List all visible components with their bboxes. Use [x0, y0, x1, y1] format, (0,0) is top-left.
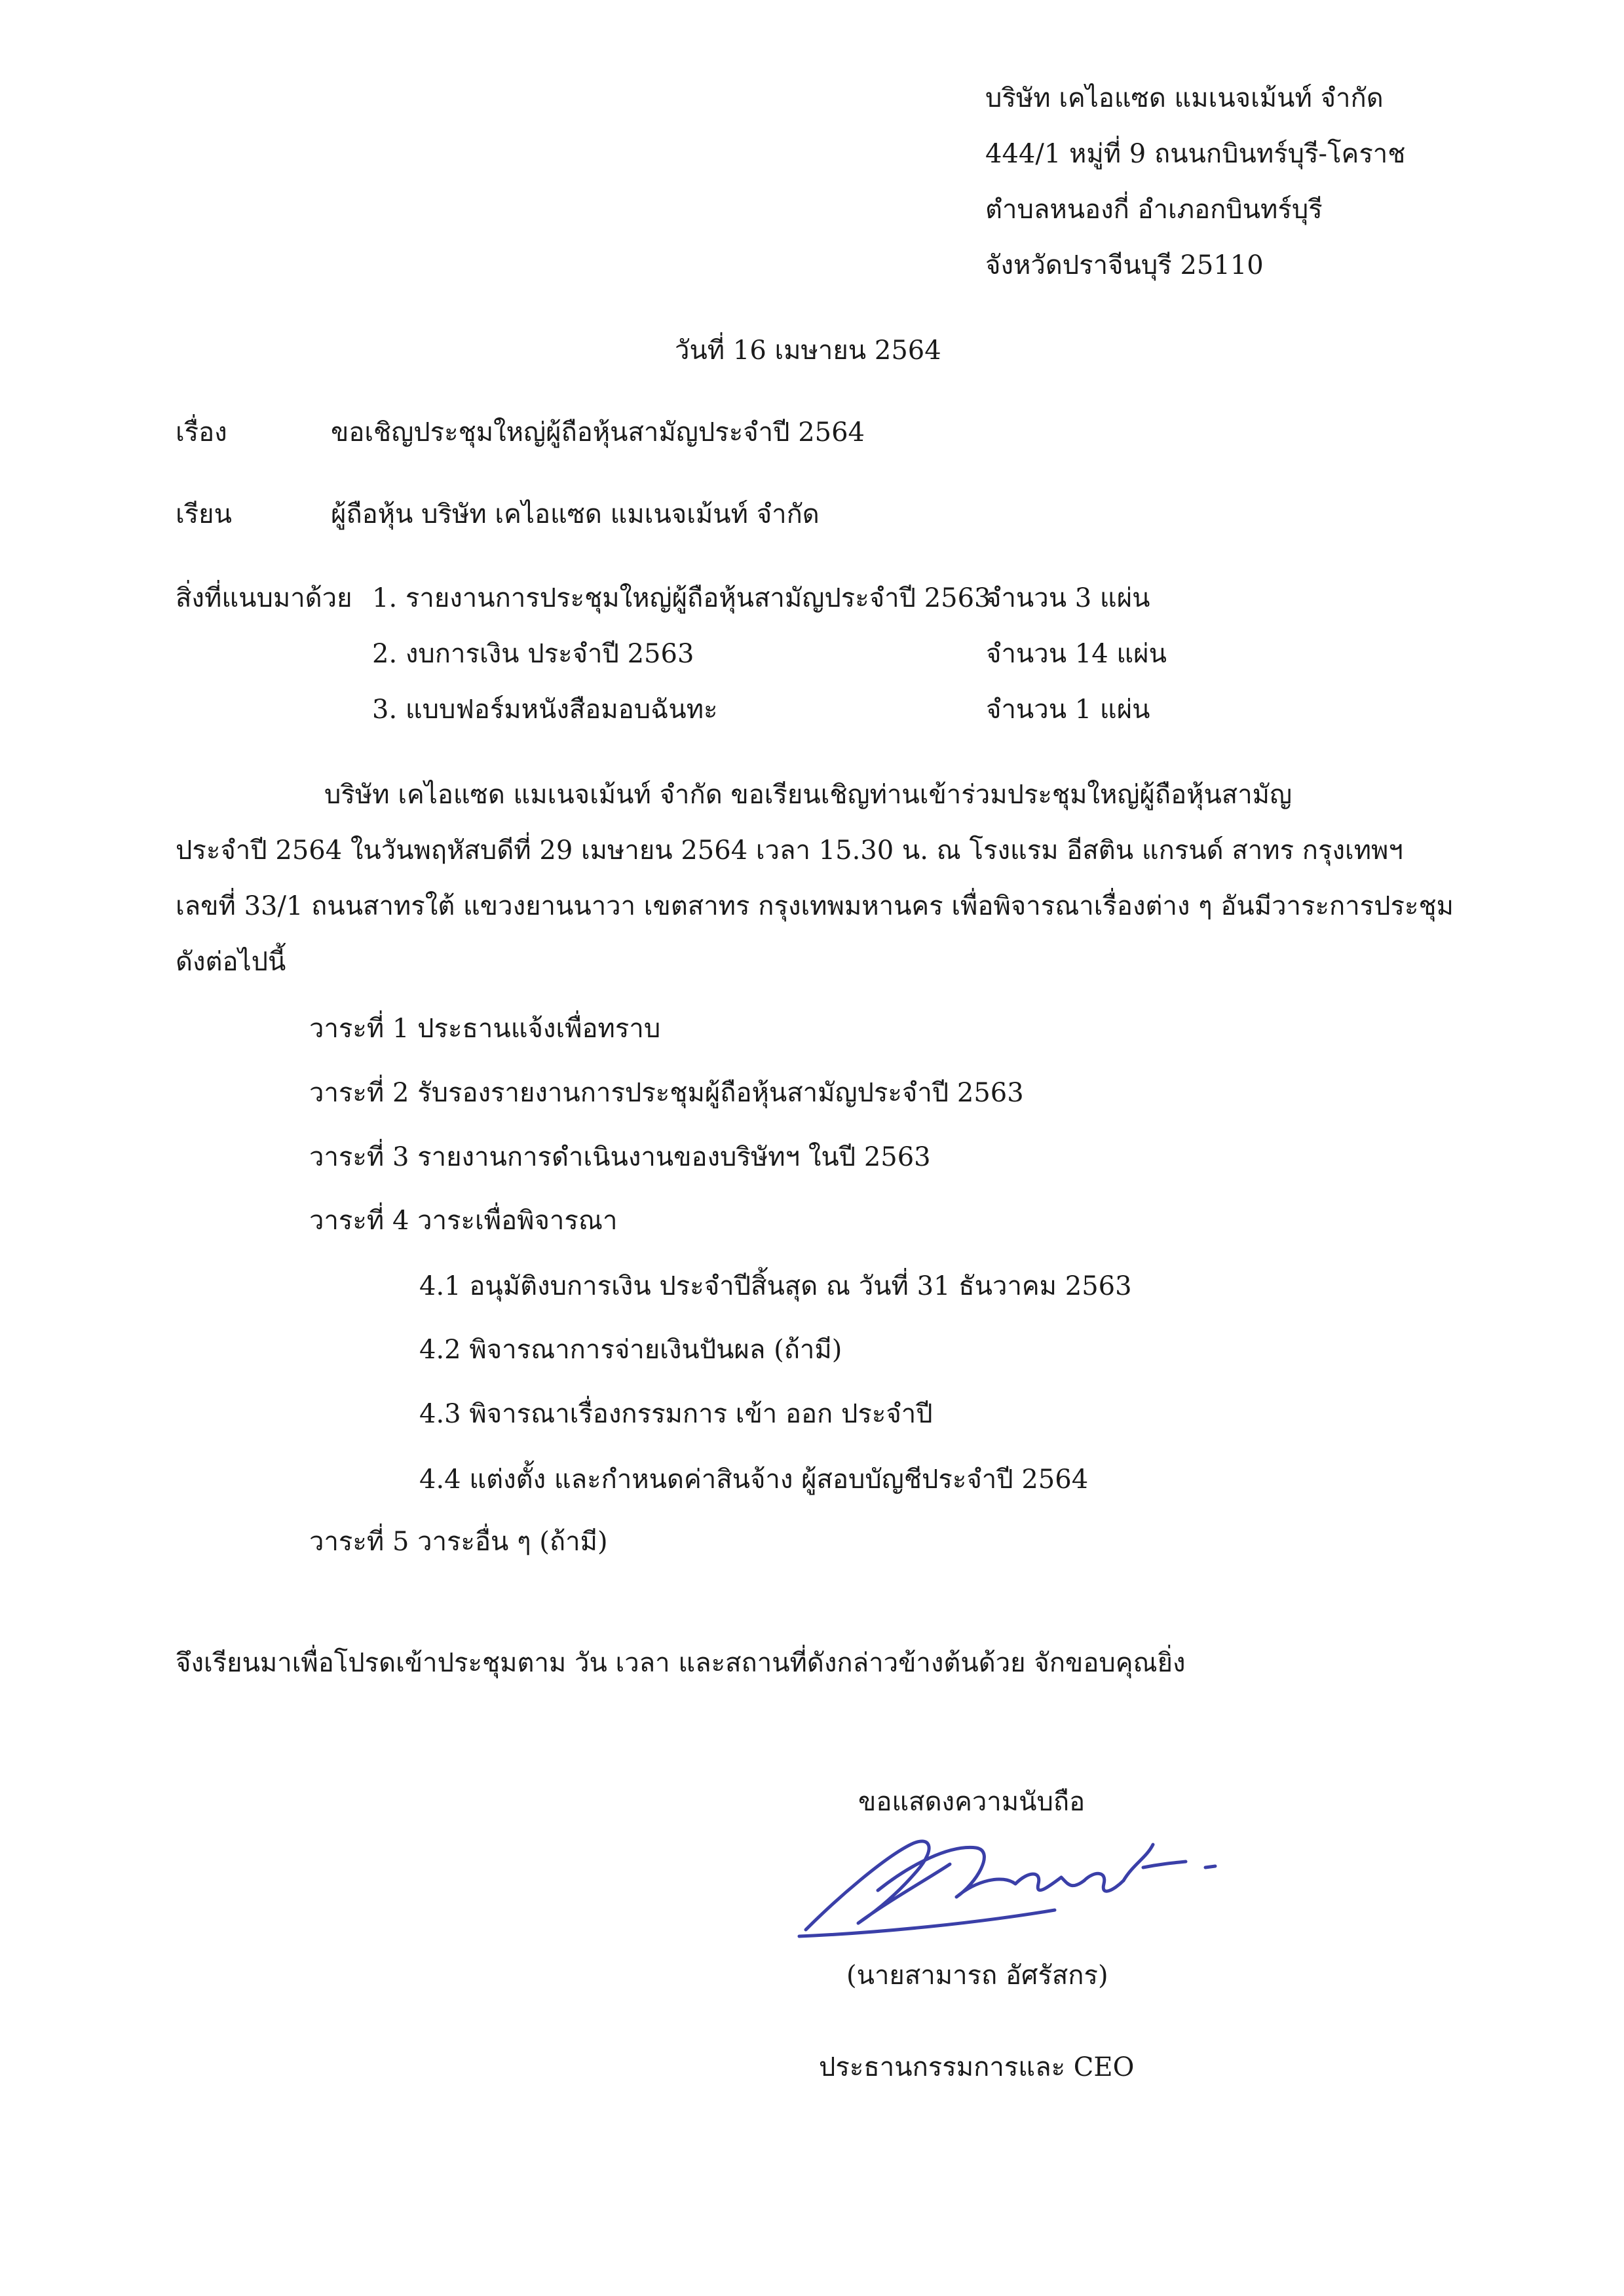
to-label: เรียน	[176, 499, 232, 529]
regards: ขอแสดงความนับถือ	[858, 1787, 1086, 1817]
body-line-1: บริษัท เคไอแซด แมเนจเม้นท์ จำกัด ขอเรียนเชิญท่านเข้าร่วมประชุมใหญ่ผู้ถือหุ้นสามัญ	[324, 780, 1293, 810]
enclosures-label: สิ่งที่แนบมาด้วย	[176, 583, 352, 613]
agenda-item-4: วาระที่ 4 วาระเพื่อพิจารณา	[309, 1206, 618, 1236]
body-line-3: เลขที่ 33/1 ถนนสาทรใต้ แขวงยานนาวา เขตสาทร กรุงเทพมหานคร เพื่อพิจารณาเรื่องต่าง ๆ อันมีวาระการประชุม	[176, 891, 1454, 921]
subject-text: ขอเชิญประชุมใหญ่ผู้ถือหุ้นสามัญประจำปี 2564	[331, 417, 865, 448]
address-line-1: 444/1 หมู่ที่ 9 ถนนกบินทร์บุรี-โคราช	[985, 139, 1406, 169]
address-line-2: ตำบลหนองกี่ อำเภอกบินทร์บุรี	[985, 195, 1323, 225]
agenda-item-3: วาระที่ 3 รายงานการดำเนินงานของบริษัทฯ ในปี 2563	[309, 1142, 931, 1172]
enclosure-item-3: 3. แบบฟอร์มหนังสือมอบฉันทะ	[372, 695, 718, 725]
signer-name: (นายสามารถ อัศรัสกร)	[846, 1961, 1108, 1991]
agenda-sub-3: 4.3 พิจารณาเรื่องกรรมการ เข้า ออก ประจำปี	[419, 1399, 933, 1429]
agenda-item-1: วาระที่ 1 ประธานแจ้งเพื่อทราบ	[309, 1014, 661, 1044]
enclosure-item-1: 1. รายงานการประชุมใหญ่ผู้ถือหุ้นสามัญประจำปี 2563	[372, 583, 991, 613]
enclosure-count-1: จำนวน 3 แผ่น	[986, 583, 1150, 613]
agenda-sub-4: 4.4 แต่งตั้ง และกำหนดค่าสินจ้าง ผู้สอบบัญชีประจำปี 2564	[419, 1464, 1089, 1495]
company-name: บริษัท เคไอแซด แมเนจเม้นท์ จำกัด	[985, 83, 1384, 113]
closing-line: จึงเรียนมาเพื่อโปรดเข้าประชุมตาม วัน เวลา และสถานที่ดังกล่าวข้างต้นด้วย จักขอบคุณยิ่ง	[176, 1648, 1186, 1678]
enclosure-count-3: จำนวน 1 แผ่น	[986, 695, 1150, 725]
address-line-3: จังหวัดปราจีนบุรี 25110	[985, 250, 1264, 280]
subject-label: เรื่อง	[176, 417, 227, 448]
agenda-item-5: วาระที่ 5 วาระอื่น ๆ (ถ้ามี)	[309, 1527, 608, 1557]
body-line-2: ประจำปี 2564 ในวันพฤหัสบดีที่ 29 เมษายน 2564 เวลา 15.30 น. ณ โรงแรม อีสติน แกรนด์ สาทร กรุงเทพฯ	[176, 835, 1403, 866]
to-text: ผู้ถือหุ้น บริษัท เคไอแซด แมเนจเม้นท์ จำกัด	[331, 499, 820, 529]
signature-image	[780, 1818, 1238, 1949]
body-line-4: ดังต่อไปนี้	[176, 947, 286, 977]
enclosure-count-2: จำนวน 14 แผ่น	[986, 639, 1167, 669]
agenda-sub-1: 4.1 อนุมัติงบการเงิน ประจำปีสิ้นสุด ณ วันที่ 31 ธันวาคม 2563	[419, 1271, 1132, 1301]
agenda-item-2: วาระที่ 2 รับรองรายงานการประชุมผู้ถือหุ้นสามัญประจำปี 2563	[309, 1078, 1024, 1108]
signer-title: ประธานกรรมการและ CEO	[819, 2052, 1135, 2082]
agenda-sub-2: 4.2 พิจารณาการจ่ายเงินปันผล (ถ้ามี)	[419, 1335, 842, 1365]
enclosure-item-2: 2. งบการเงิน ประจำปี 2563	[372, 639, 694, 669]
letter-date: วันที่ 16 เมษายน 2564	[675, 335, 941, 366]
